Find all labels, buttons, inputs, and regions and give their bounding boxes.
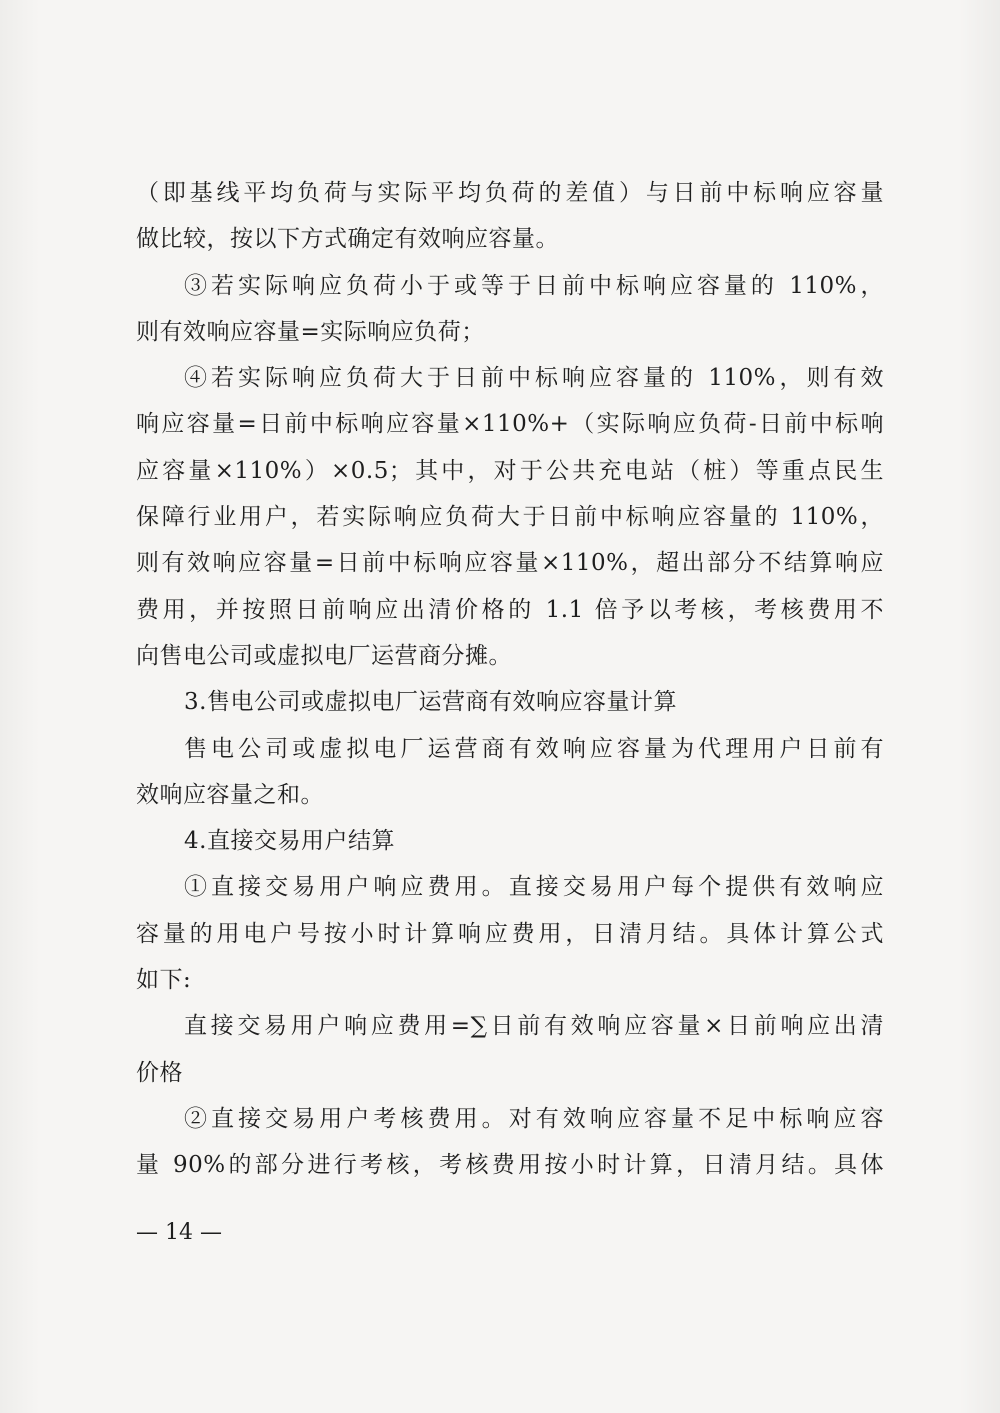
text-line: ②直接交易用户考核费用。对有效响应容量不足中标响应容 bbox=[184, 1105, 884, 1132]
text-line: 应容量×110%）×0.5；其中，对于公共充电站（桩）等重点民生 bbox=[136, 457, 884, 484]
text-line: 如下: bbox=[136, 967, 192, 994]
text-line: 容量的用电户号按小时计算响应费用，日清月结。具体计算公式 bbox=[136, 920, 884, 947]
text-line: ①直接交易用户响应费用。直接交易用户每个提供有效响应 bbox=[184, 874, 884, 901]
text-line: 响应容量=日前中标响应容量×110%+（实际响应负荷-日前中标响 bbox=[136, 411, 884, 438]
page-number: — 14 — bbox=[136, 1220, 222, 1245]
text-line: 向售电公司或虚拟电厂运营商分摊。 bbox=[136, 642, 512, 669]
text-line: 费用，并按照日前响应出清价格的 1.1 倍予以考核，考核费用不 bbox=[136, 596, 884, 623]
text-line: 则有效响应容量=实际响应负荷； bbox=[136, 318, 485, 345]
text-line: 售电公司或虚拟电厂运营商有效响应容量为代理用户日前有 bbox=[184, 735, 884, 762]
text-line: ③若实际响应负荷小于或等于日前中标响应容量的 110%， bbox=[184, 272, 884, 299]
text-line: ④若实际响应负荷大于日前中标响应容量的 110%，则有效 bbox=[184, 365, 884, 392]
text-line: （即基线平均负荷与实际平均负荷的差值）与日前中标响应容量 bbox=[136, 180, 884, 206]
text-line: 做比较，按以下方式确定有效响应容量。 bbox=[136, 226, 559, 253]
body-text bbox=[136, 170, 884, 1189]
formula-line: 直接交易用户响应费用=∑日前有效响应容量×日前响应出清 bbox=[184, 1013, 884, 1040]
formula-line: 价格 bbox=[136, 1059, 183, 1086]
text-line: 量 90%的部分进行考核，考核费用按小时计算，日清月结。具体 bbox=[136, 1152, 884, 1179]
text-line: 保障行业用户，若实际响应负荷大于日前中标响应容量的 110%， bbox=[136, 504, 884, 531]
section-heading: 4.直接交易用户结算 bbox=[184, 828, 395, 855]
text-line: 效响应容量之和。 bbox=[136, 781, 324, 808]
section-heading: 3.售电公司或虚拟电厂运营商有效响应容量计算 bbox=[184, 689, 677, 716]
text-line: 则有效响应容量=日前中标响应容量×110%，超出部分不结算响应 bbox=[136, 550, 884, 577]
